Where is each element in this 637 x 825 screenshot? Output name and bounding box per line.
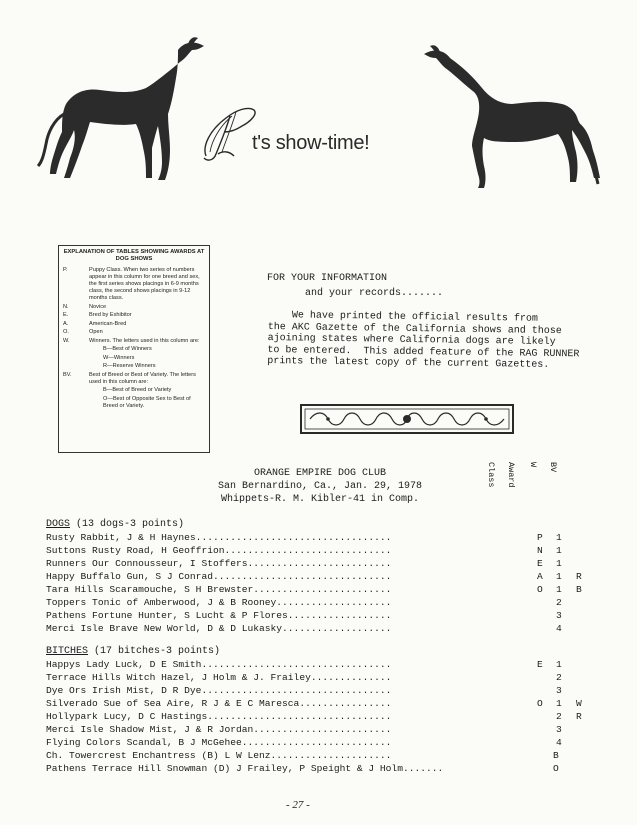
dogs-section-heading: [46, 519, 184, 531]
dog-entry-row: [46, 584, 606, 597]
entry-class: N: [537, 545, 543, 556]
entry-award: 3: [556, 724, 562, 735]
bitch-entry-row: [46, 698, 606, 711]
explanation-row: [63, 346, 205, 353]
entry-class: E: [537, 659, 543, 670]
entry-bv: B: [553, 750, 559, 761]
bitches-section-heading: [46, 646, 220, 658]
explanation-code: W.: [63, 337, 70, 344]
entry-bv: O: [553, 763, 559, 774]
column-header-bv: BV: [548, 462, 558, 473]
entry-award: 1: [556, 584, 562, 595]
bitch-entry-row: [46, 659, 606, 672]
info-subheading: and your records.......: [305, 288, 444, 299]
dog-entry-row: [46, 610, 606, 623]
explanation-code: [63, 355, 89, 362]
bitch-entry-row: [46, 672, 606, 685]
explanation-desc: B—Best of Winners: [103, 346, 152, 352]
entry-award: 4: [556, 737, 562, 748]
dog-entry-row: [46, 545, 606, 558]
explanation-code: [63, 346, 89, 353]
explanation-code: N.: [63, 303, 69, 310]
entry-class: O: [537, 698, 543, 709]
entry-name: Runners Our Connousseur, I Stoffers.........................: [46, 558, 392, 569]
entry-award: 3: [556, 610, 562, 621]
explanation-code: A.: [63, 320, 69, 327]
explanation-code: BV.: [63, 371, 72, 378]
bitch-entry-row: [46, 724, 606, 737]
entry-award: 4: [556, 623, 562, 634]
bitch-entry-row: [46, 737, 606, 750]
entry-name: Merci Isle Brave New World, D & D Lukasky...................: [46, 623, 392, 634]
whippet-left-illustration: [28, 28, 208, 188]
entry-name: Flying Colors Scandal, B J McGehee..........................: [46, 737, 392, 748]
dog-entry-row: [46, 571, 606, 584]
entry-award: 1: [556, 571, 562, 582]
info-heading: FOR YOUR INFORMATION: [267, 273, 388, 284]
explanation-desc: Best of Breed or Best of Variety. The letters used in this column are:: [89, 371, 196, 385]
column-header-award: Award: [506, 462, 516, 488]
explanation-row: [63, 355, 205, 362]
entry-award: 2: [556, 597, 562, 608]
explanation-desc: Bred by Exhibitor: [89, 312, 132, 318]
club-competition: Whippets-R. M. Kibler-41 in Comp.: [220, 494, 420, 505]
entry-name: Tara Hills Scaramouche, S H Brewster........................: [46, 584, 392, 595]
entry-name: Terrace Hills Witch Hazel, J Holm & J. Frailey..............: [46, 672, 392, 683]
dog-entry-row: [46, 532, 606, 545]
explanation-desc: O—Best of Opposite Sex to Best of Breed or Variety.: [103, 395, 191, 409]
explanation-desc: Winners. The letters used in this column are:: [89, 337, 200, 344]
explanation-row: [63, 387, 205, 394]
explanation-desc: Open: [89, 329, 103, 335]
whippet-right-illustration: [420, 38, 600, 196]
entry-name: Ch. Towercrest Enchantress (B) L W Lenz.....................: [46, 750, 392, 761]
info-paragraph: We have printed the official results from the AKC Gazette of the California shows and those ajoining states where California dogs are likely to be entered. This added feature of the RAG RUNNER prints the latest copy of the current Gazettes.: [267, 310, 580, 371]
explanation-desc: R—Reserve Winners: [103, 363, 156, 369]
explanation-row: [63, 338, 205, 345]
explanation-desc: Puppy Class. When two series of numbers appear in this column for one breed and sex, the first series shows placings in 6-9 months class, the second shows placings in 9-12 months class.: [89, 267, 200, 301]
explanation-code: [63, 396, 89, 410]
dogs-label: DOGS: [46, 519, 71, 530]
bitch-entry-row: [46, 711, 606, 724]
entry-name: Happy Buffalo Gun, S J Conrad...............................: [46, 571, 392, 582]
entry-name: Silverado Sue of Sea Aire, R J & E C Maresca................: [46, 698, 392, 709]
entry-award: 1: [556, 698, 562, 709]
bitches-label: BITCHES: [46, 646, 89, 657]
entry-award: 1: [556, 558, 562, 569]
explanation-row: [63, 372, 205, 386]
explanation-row: [63, 329, 205, 336]
explanation-desc: Novice: [89, 303, 107, 310]
entry-name: Suttons Rusty Road, H Geoffrion.............................: [46, 545, 392, 556]
script-initial-i-logo: [196, 96, 260, 166]
club-name: ORANGE EMPIRE DOG CLUB: [253, 468, 387, 479]
entry-award: 2: [556, 672, 562, 683]
title-text: t's show-time!: [252, 132, 370, 154]
entry-award: 1: [556, 659, 562, 670]
entry-name: Hollypark Lucy, D C Hastings................................: [46, 711, 392, 722]
best-of-opposite-sex-row: [46, 763, 606, 776]
explanation-title: EXPLANATION OF TABLES SHOWING AWARDS AT DOG SHOWS: [63, 249, 205, 262]
explanation-row: [63, 321, 205, 328]
club-location: San Bernardino, Ca., Jan. 29, 1978: [217, 481, 423, 492]
column-header-w: W: [528, 462, 538, 468]
page-number: - 27 -: [286, 799, 310, 811]
entry-award: 1: [556, 545, 562, 556]
explanation-desc: W—Winners: [103, 354, 135, 361]
explanation-row: [63, 304, 205, 311]
explanation-row: [63, 312, 205, 319]
explanation-code: [63, 387, 89, 394]
dog-entry-row: [46, 597, 606, 610]
explanation-row: [63, 396, 205, 410]
explanation-desc: American-Bred: [89, 320, 127, 327]
entry-w: W: [576, 698, 582, 709]
entry-name: Dye Ors Irish Mist, D R Dye.................................: [46, 685, 392, 696]
explanation-box: [58, 245, 210, 453]
entry-name: Pathens Fortune Hunter, S Lucht & P Flores..................: [46, 610, 392, 621]
entry-name: Rusty Rabbit, J & H Haynes..................................: [46, 532, 392, 543]
dog-entry-row: [46, 558, 606, 571]
explanation-code: E.: [63, 312, 69, 318]
entry-name: Happys Lady Luck, D E Smith.................................: [46, 659, 392, 670]
bitch-entry-row: [46, 685, 606, 698]
explanation-code: O.: [63, 329, 69, 335]
explanation-row: [63, 363, 205, 370]
entry-name: Toppers Tonic of Amberwood, J & B Rooney....................: [46, 597, 392, 608]
decorative-ornament-bar: [300, 404, 514, 434]
entry-award: 2: [556, 711, 562, 722]
entry-class: A: [537, 571, 543, 582]
best-of-breed-row: [46, 750, 606, 763]
bitches-count: (17 bitches-3 points): [88, 646, 221, 657]
page-title: [196, 96, 436, 166]
entry-name: Merci Isle Shadow Mist, J & R Jordan........................: [46, 724, 392, 735]
explanation-desc: B—Best of Breed or Variety: [103, 387, 172, 393]
entry-class: E: [537, 558, 543, 569]
entry-w: R: [576, 571, 582, 582]
explanation-code: [63, 363, 89, 370]
entry-name: Pathens Terrace Hill Snowman (D) J Frailey, P Speight & J Holm.......: [46, 763, 444, 774]
entry-w: R: [576, 711, 582, 722]
explanation-row: [63, 267, 205, 302]
dog-entry-row: [46, 623, 606, 636]
entry-class: P: [537, 532, 543, 543]
entry-award: 3: [556, 685, 562, 696]
explanation-code: P.: [63, 267, 68, 273]
entry-w: B: [576, 584, 582, 595]
dogs-count: (13 dogs-3 points): [70, 519, 185, 530]
entry-award: 1: [556, 532, 562, 543]
entry-class: O: [537, 584, 543, 595]
column-header-class: Class: [486, 462, 496, 488]
